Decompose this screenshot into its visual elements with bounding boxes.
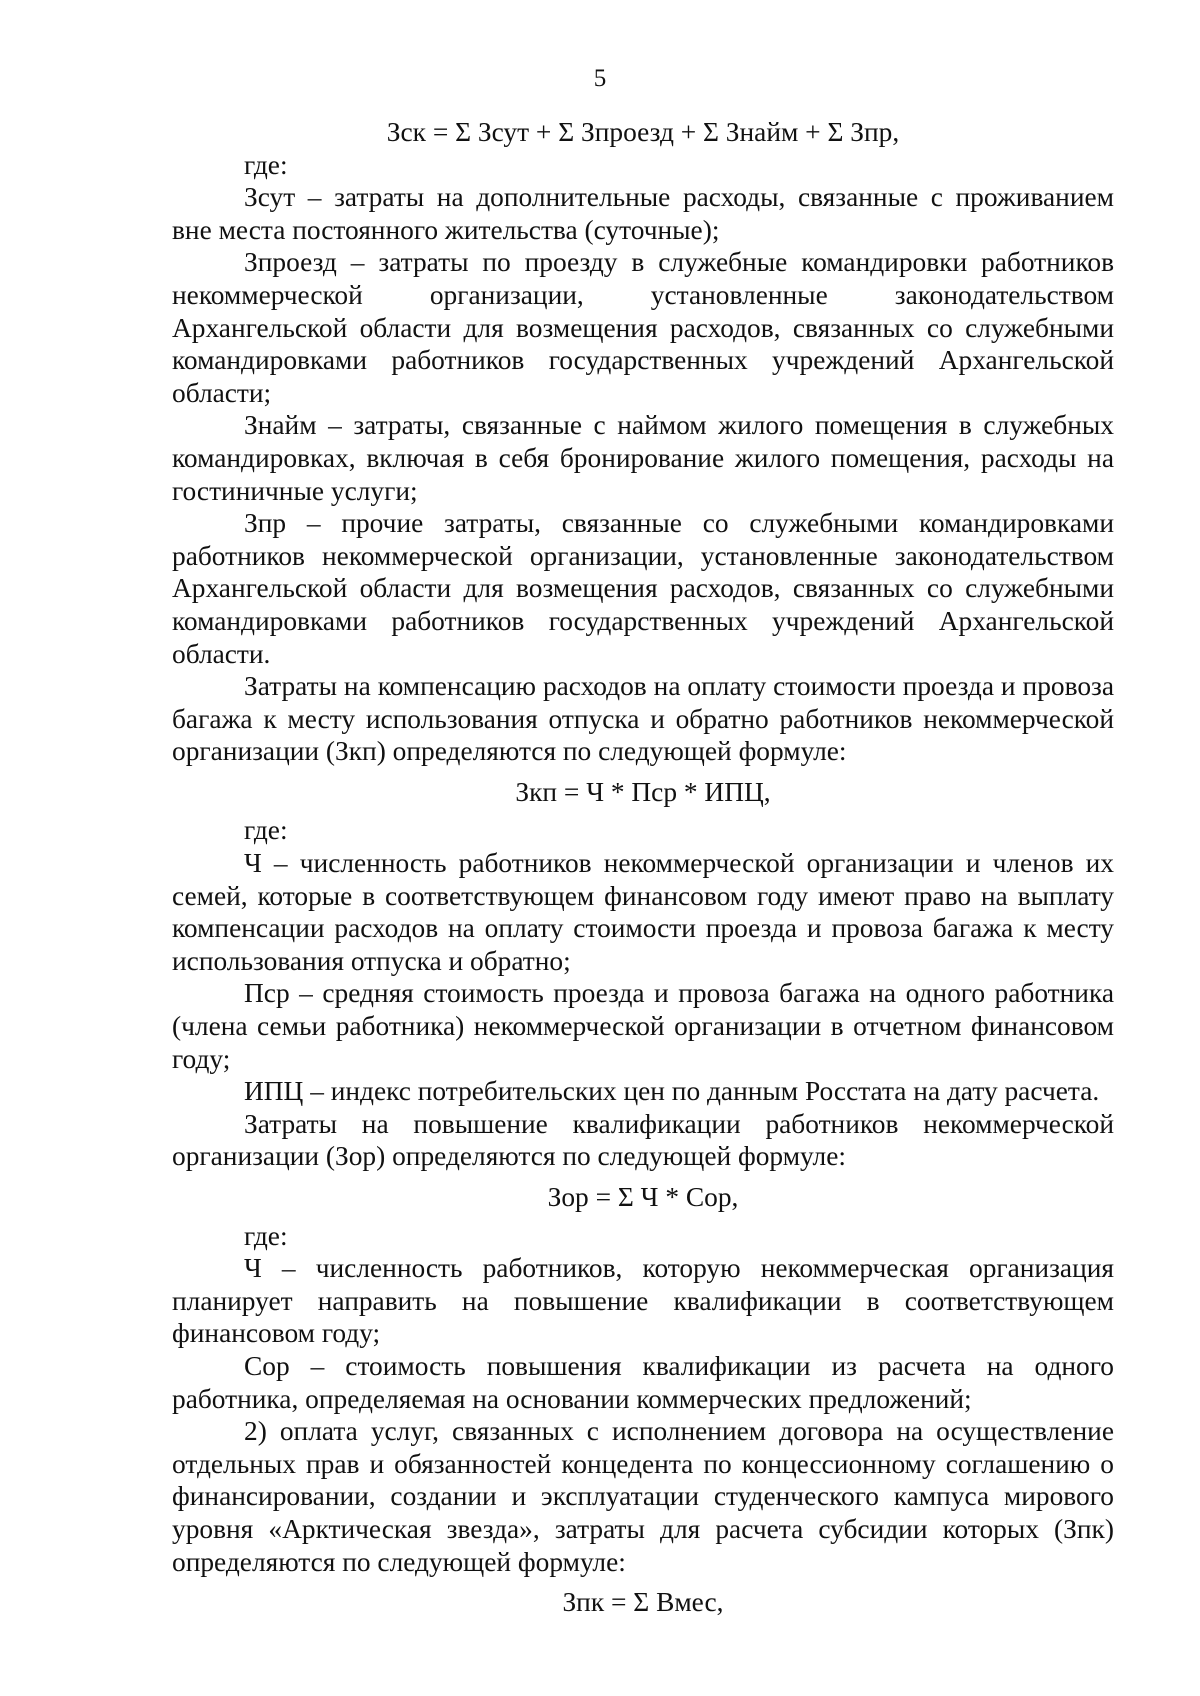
where-label: где: bbox=[244, 149, 288, 180]
definition-paragraph: ИПЦ – индекс потребительских цен по данным Росстата на дату расчета. bbox=[244, 1076, 1100, 1107]
definition-paragraph: Знайм – затраты, связанные с наймом жилого помещения в служебных командировках, включая в себя бронирование жилого помещения, расходы на гостиничные услуги; bbox=[172, 410, 1114, 506]
definition-paragraph: Сор – стоимость повышения квалификации из расчета на одного работника, определяемая на основании коммерческих предложений; bbox=[172, 1350, 1114, 1414]
formula-zkp: Зкп = Ч * Пср * ИПЦ, bbox=[515, 776, 771, 807]
definition-paragraph: Зсут – затраты на дополнительные расходы, связанные с проживанием вне места постоянного жительства (суточные); bbox=[172, 182, 1114, 245]
definition-paragraph: Зпроезд – затраты по проезду в служебные командировки работников некоммерческой организации, установленные законодательством Архангельской области для возмещения расходов, связанных со служебными командировками работников государственных учреждений Архангельской области; bbox=[172, 247, 1114, 408]
where-label: где: bbox=[244, 1220, 288, 1251]
where-label: где: bbox=[244, 815, 288, 846]
body-paragraph: Затраты на повышение квалификации работников некоммерческой организации (Зор) определяются по следующей формуле: bbox=[172, 1108, 1114, 1172]
formula-zor: Зор = Σ Ч * Сор, bbox=[547, 1182, 739, 1212]
definition-paragraph: Зпр – прочие затраты, связанные со служебными командировками работников некоммерческой организации, установленные законодательством Архангельской области для возмещения расходов, связанных со служебными командировками работников государственных учреждений Архангельской области. bbox=[172, 508, 1114, 669]
body-paragraph: 2) оплата услуг, связанных с исполнением договора на осуществление отдельных прав и обязанностей концедента по концессионному соглашению о финансировании, создании и эксплуатации студенческого кампуса мирового уровня «Арктическая звезда», затраты для расчета субсидии которых (Зпк) определяются по следующей формуле: bbox=[172, 1416, 1114, 1577]
definition-paragraph: Ч – численность работников, которую некоммерческая организация планирует направить на повышение квалификации в соответствующем финансовом году; bbox=[172, 1253, 1114, 1349]
formula-zpk: Зпк = Σ Вмес, bbox=[562, 1587, 724, 1618]
definition-paragraph: Ч – численность работников некоммерческой организации и членов их семей, которые в соответствующем финансовом году имеют право на выплату компенсации расходов на оплату стоимости проезда и провоза багажа к месту использования отпуска и обратно; bbox=[172, 848, 1114, 976]
definition-paragraph: Пср – средняя стоимость проезда и провоза багажа на одного работника (члена семьи работника) некоммерческой организации в отчетном финансовом году; bbox=[172, 978, 1114, 1074]
page-number: 5 bbox=[593, 65, 607, 92]
formula-zsk: Зск = Σ Зсут + Σ Зпроезд + Σ Знайм + Σ Зпр, bbox=[386, 117, 900, 147]
body-paragraph: Затраты на компенсацию расходов на оплату стоимости проезда и провоза багажа к месту использования отпуска и обратно работников некоммерческой организации (Зкп) определяются по следующей формуле: bbox=[172, 671, 1114, 767]
document-body bbox=[172, 116, 1114, 1619]
